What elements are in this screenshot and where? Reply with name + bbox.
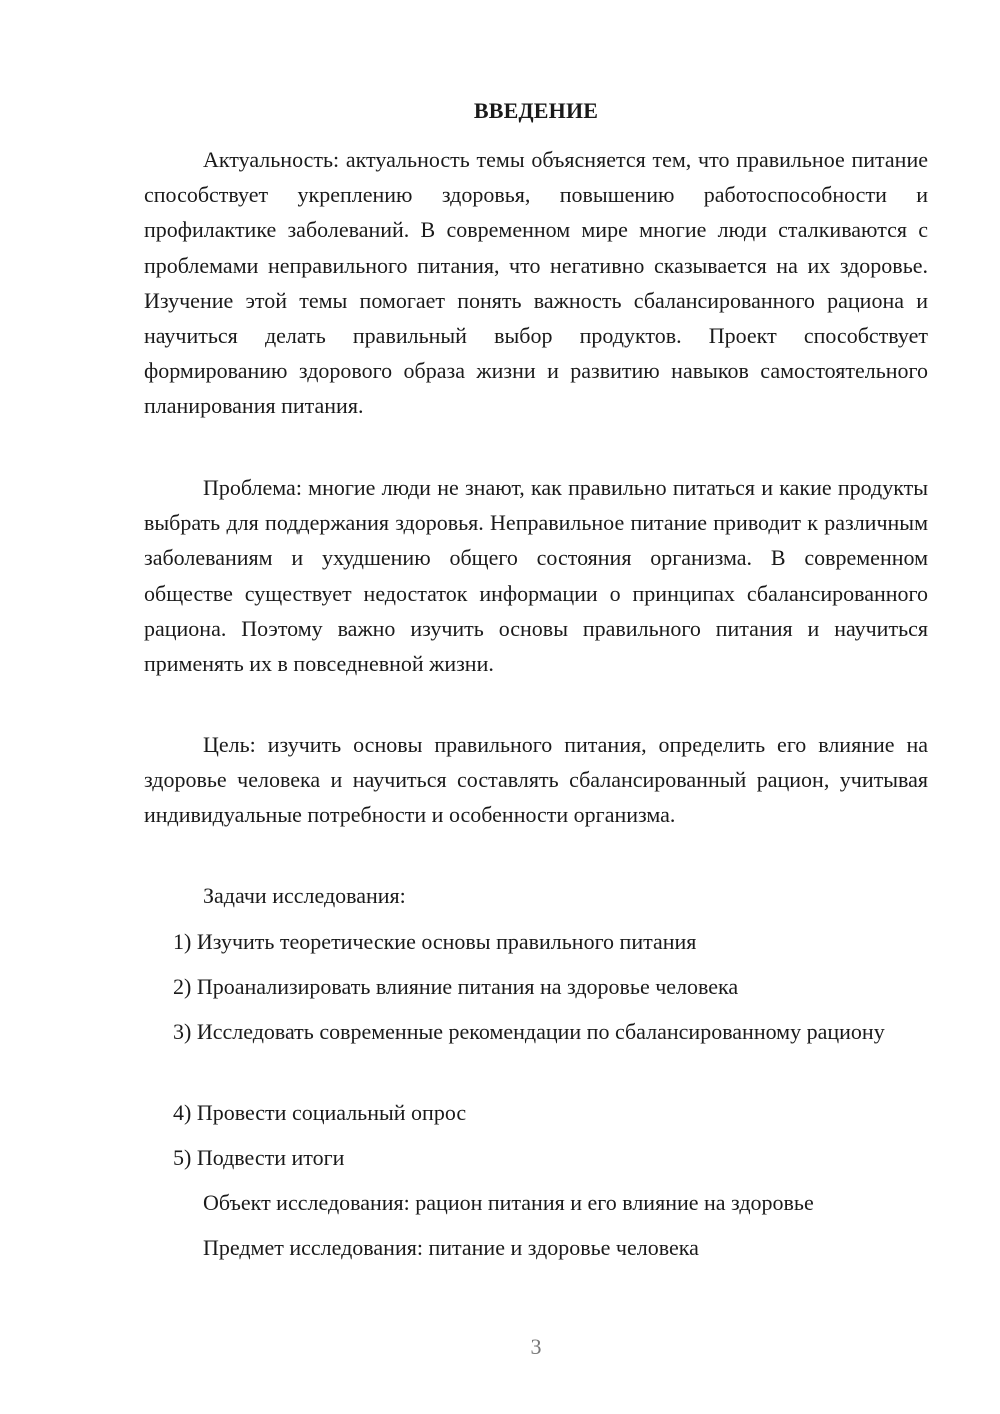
task-item: 1) Изучить теоретические основы правильного питания [173, 929, 697, 954]
tasks-heading: Задачи исследования: [203, 883, 406, 908]
problem-paragraph: Проблема: многие люди не знают, как правильно питаться и какие продукты выбрать для поддержания здоровья. Неправильное питание приводит к различным заболеваниям и ухудшению общего состояния организма. В современном обществе существует недостаток информации о принципах сбалансированного рациона. Поэтому важно изучить основы правильного питания и научиться применять их в повседневной жизни. [144, 475, 928, 677]
research-object: Объект исследования: рацион питания и его влияние на здоровье [203, 1190, 814, 1215]
task-item: 5) Подвести итоги [173, 1145, 345, 1170]
task-item: 2) Проанализировать влияние питания на здоровье человека [173, 974, 739, 999]
relevance-paragraph: Актуальность: актуальность темы объясняется тем, что правильное питание способствует укреплению здоровья, повышению работоспособности и профилактике заболеваний. В современном мире многие люди сталкиваются с проблемами неправильного питания, что негативно сказывается на их здоровье. Изучение этой темы помогает понять важность сбалансированного рациона и научиться делать правильный выбор продуктов. Проект способствует формированию здорового образа жизни и развитию навыков самостоятельного планирования питания. [144, 147, 928, 419]
task-item: 4) Провести социальный опрос [173, 1100, 467, 1125]
research-subject: Предмет исследования: питание и здоровье человека [203, 1235, 699, 1260]
section-title: ВВЕДЕНИЕ [473, 98, 599, 123]
page-number: 3 [530, 1334, 542, 1359]
task-item: 3) Исследовать современные рекомендации по сбалансированному рациону [173, 1019, 885, 1044]
goal-paragraph: Цель: изучить основы правильного питания, определить его влияние на здоровье человека и научиться составлять сбалансированный рацион, учитывая индивидуальные потребности и особенности организма. [144, 732, 928, 828]
